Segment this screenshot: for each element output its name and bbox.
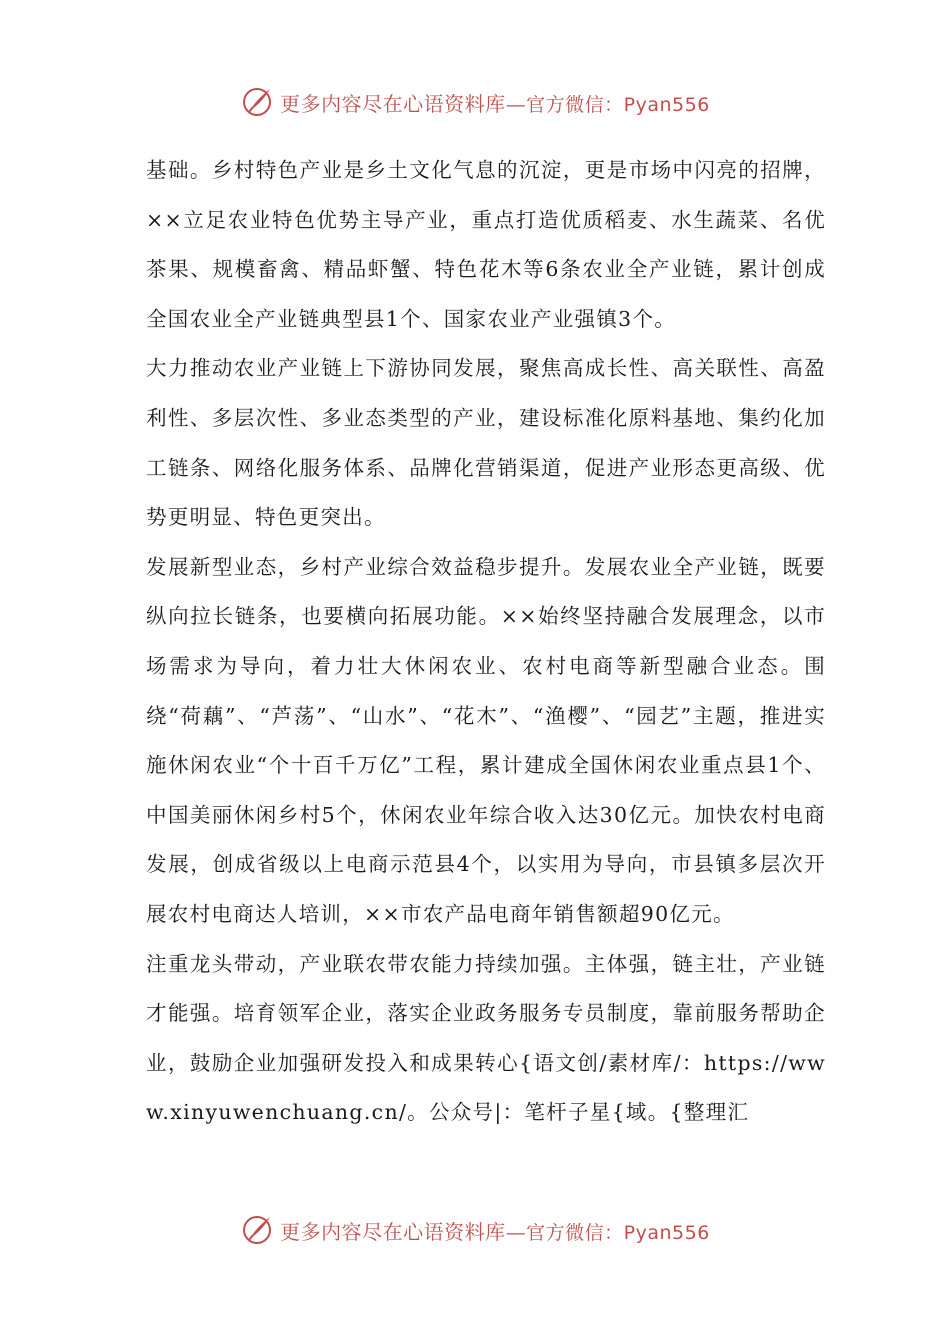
paragraph: 基础。乡村特色产业是乡土文化气息的沉淀，更是市场中闪亮的招牌，××立足农业特色优势主导产业，重点打造优质稻麦、水生蔬菜、名优茶果、规模畜禽、精品虾蟹、特色花木等6条农业全产业链，累计创成全国农业全产业链典型县1个、国家农业产业强镇3个。 <box>146 158 826 331</box>
header-banner-text: 更多内容尽在心语资料库—官方微信：Pyan556 <box>280 91 710 116</box>
paragraph: 注重龙头带动，产业联农带农能力持续加强。主体强，链主壮，产业链才能强。培育领军企业，落实企业政务服务专员制度，靠前服务帮助企业，鼓励企业加强研发投入和成果转心{语文创/素材库/：https://www.xinyuwenchuang.cn/。公众号|：笔杆子星{域。{整理汇 <box>146 951 826 1125</box>
footer-banner <box>0 1210 950 1250</box>
quill-logo-icon <box>240 1213 274 1247</box>
quill-logo-icon <box>240 85 274 119</box>
paragraph: 发展新型业态，乡村产业综合效益稳步提升。发展农业全产业链，既要纵向拉长链条，也要横向拓展功能。××始终坚持融合发展理念，以市场需求为导向，着力壮大休闲农业、农村电商等新型融合业态。围绕“荷藕”、“芦荡”、“山水”、“花木”、“渔樱”、“园艺”主题，推进实施休闲农业“个十百千万亿”工程，累计建成全国休闲农业重点县1个、中国美丽休闲乡村5个，休闲农业年综合收入达30亿元。加快农村电商发展，创成省级以上电商示范县4个，以实用为导向，市县镇多层次开展农村电商达人培训，××市农产品电商年销售额超90亿元。 <box>146 554 826 926</box>
footer-banner-text: 更多内容尽在心语资料库—官方微信：Pyan556 <box>280 1219 710 1244</box>
document-body <box>146 146 826 1138</box>
header-banner <box>0 82 950 122</box>
paragraph: 大力推动农业产业链上下游协同发展，聚焦高成长性、高关联性、高盈利性、多层次性、多业态类型的产业，建设标准化原料基地、集约化加工链条、网络化服务体系、品牌化营销渠道，促进产业形态更高级、优势更明显、特色更突出。 <box>146 356 826 530</box>
